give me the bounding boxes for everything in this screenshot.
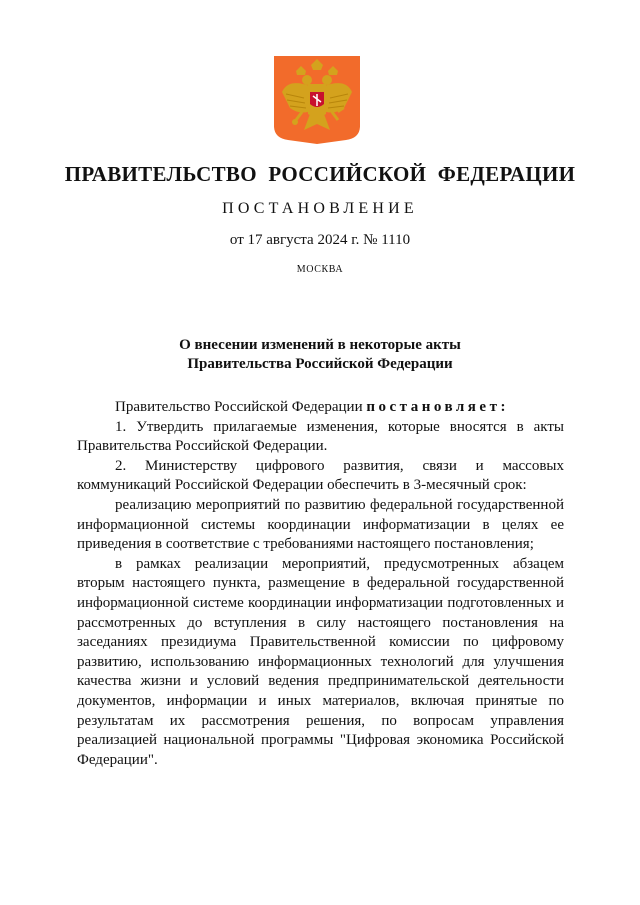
item-2-clause-b: в рамках реализации мероприятий, предусмотренных абзацем вторым настоящего пункта, размещение в федеральной государственной информационной системе координации информатизации подготовленных и рассмотренных до вступления в силу настоящего постановления на заседаниях президиума Правительственной комиссии по цифровому развитию, использованию информационных технологий для улучшения качества жизни и условий ведения предпринимательской деятельности документов, информации и иных материалов, включая принятые по результатам их рассмотрения решения, по вопросам управления реализацией национальной программы "Цифровая экономика Российской Федерации".: [77, 555, 564, 768]
government-title: ПРАВИТЕЛЬСТВО РОССИЙСКОЙ ФЕДЕРАЦИИ: [64, 162, 576, 186]
document-date-number: от 17 августа 2024 г. № 1110: [229, 232, 411, 248]
subject-line-2: Правительства Российской Федерации: [187, 356, 453, 372]
intro-lead: Правительство Российской Федерации: [115, 399, 367, 415]
intro-decree-word: постановляет:: [366, 399, 509, 415]
document-type: ПОСТАНОВЛЕНИЕ: [222, 200, 418, 217]
document-body: [77, 398, 564, 770]
item-2-clause-a: реализацию мероприятий по развитию федеральной государственной информационной системы координации информатизации в целях ее приведения в соответствие с требованиями настоящего постановления;: [77, 496, 564, 553]
intro-paragraph: [77, 398, 564, 418]
item-1-paragraph: 1. Утвердить прилагаемые изменения, которые вносятся в акты Правительства Российской Федерации.: [77, 418, 564, 455]
document-subject: [0, 336, 640, 374]
russian-coat-of-arms-icon: [274, 56, 360, 144]
document-city: МОСКВА: [296, 264, 344, 275]
subject-line-1: О внесении изменений в некоторые акты: [179, 337, 461, 353]
item-2-paragraph: 2. Министерству цифрового развития, связи и массовых коммуникаций Российской Федерации обеспечить в 3-месячный срок:: [77, 457, 564, 494]
